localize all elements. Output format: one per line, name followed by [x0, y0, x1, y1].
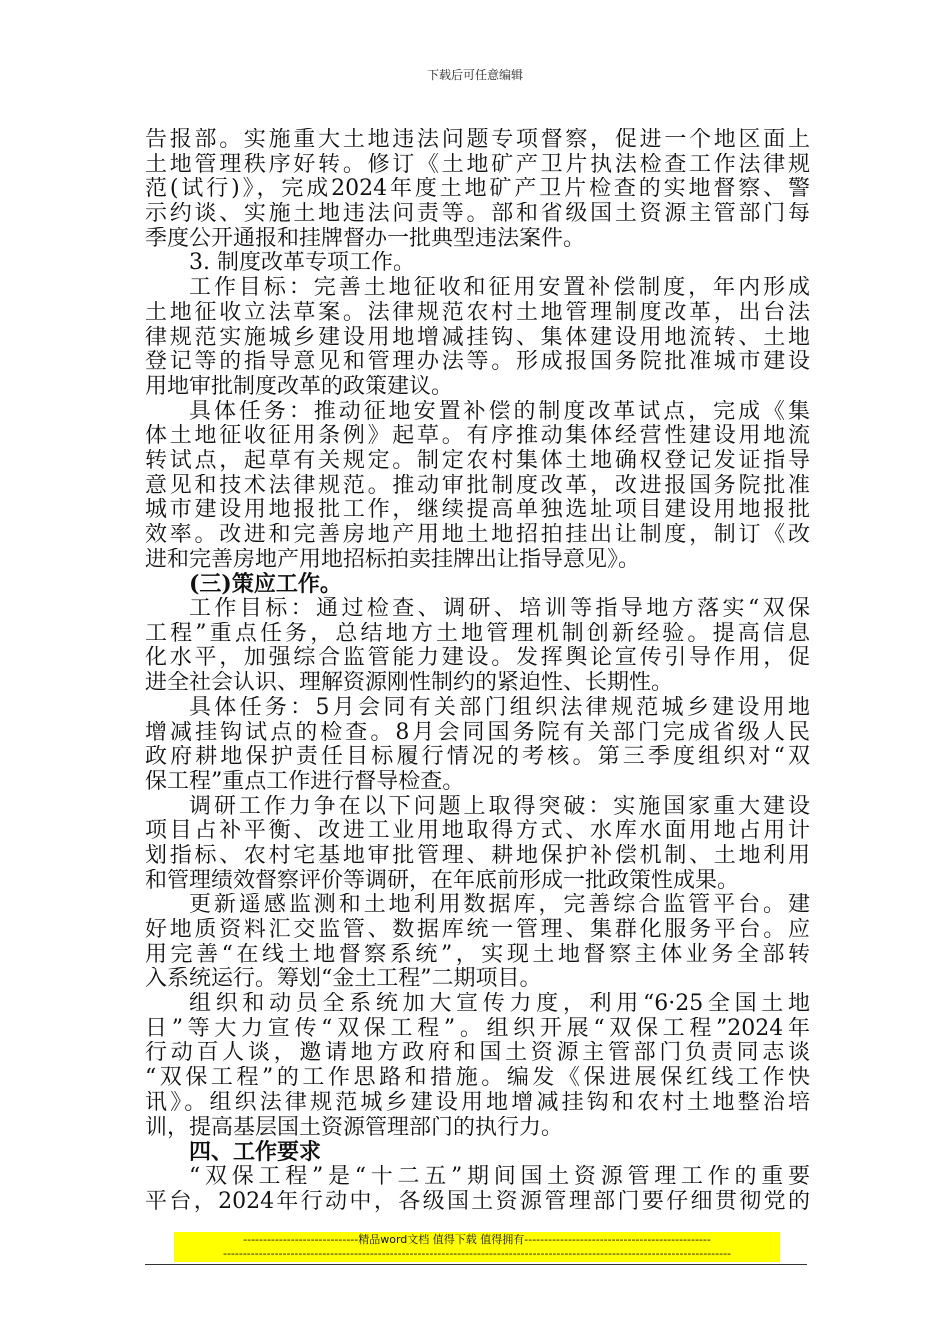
text-line: 入系统运行。筹划“金土工程”二期项目。 [145, 967, 542, 992]
text-line: 日”等大力宣传“双保工程”。组织开展“双保工程”2024年 [145, 1016, 810, 1041]
text-line: 告报部。实施重大土地违法问题专项督察，促进一个地区面上 [145, 128, 810, 152]
text-line: 政府耕地保护责任目标履行情况的考核。第三季度组织对“双 [145, 745, 810, 770]
page-header: 下载后可任意编辑 [426, 68, 523, 82]
text-line: “双保工程”是“十二五”期间国土资源管理工作的重要 [189, 1164, 810, 1189]
text-line: 体土地征收征用条例》起草。有序推动集体经营性建设用地流 [145, 424, 810, 449]
text-line: 调研工作力争在以下问题上取得突破：实施国家重大建设 [189, 794, 810, 819]
text-line: 具体任务：5月会同有关部门组织法律规范城乡建设用地 [189, 695, 810, 720]
text-line: 律规范实施城乡建设用地增减挂钩、集体建设用地流转、土地 [145, 325, 810, 350]
text-line: 行动百人谈，邀请地方政府和国土资源主管部门负责同志谈 [145, 1041, 810, 1066]
text-line: “双保工程”的工作思路和措施。编发《保进展保红线工作快 [145, 1066, 810, 1091]
text-line: 范(试行)》，完成2024年度土地矿产卫片检查的实地督察、警 [145, 177, 810, 202]
text-line: 意见和技术法律规范。推动审批制度改革，改进报国务院批准 [145, 473, 810, 498]
text-line: 城市建设用地报批工作，继续提高单独选址项目建设用地报批 [145, 498, 810, 523]
section-heading: 3. 制度改革专项工作。 [189, 251, 415, 276]
section-heading: (三)策应工作。 [189, 572, 342, 598]
text-line: 好地质资料汇交监管、数据库统一管理、集群化服务平台。应 [145, 918, 810, 942]
text-line: 组织和动员全系统加大宣传力度，利用“6·25全国土地 [189, 992, 810, 1017]
text-line: 划指标、农村宅基地审批管理、耕地保护补偿机制、土地利用 [145, 843, 810, 868]
text-line: 保工程”重点工作进行督导检查。 [145, 769, 465, 794]
text-line: 化水平，加强综合监管能力建设。发挥舆论宣传引导作用，促 [145, 646, 810, 671]
text-line: 用地审批制度改革的政策建议。 [145, 374, 454, 399]
text-line: 效率。改进和完善房地产用地土地招拍挂出让制度，制订《改 [145, 523, 810, 547]
text-line: 土地管理秩序好转。修订《土地矿产卫片执法检查工作法律规 [145, 152, 810, 177]
footer-banner [174, 1232, 780, 1262]
text-line: 讯》。组织法律规范城乡建设用地增减挂钩和农村土地整治培 [145, 1090, 810, 1115]
footer-line-2: -------------------------------------------------------------------------------------------------------------------------------- [222, 1247, 732, 1260]
text-line: 和管理绩效督察评价等调研，在年底前形成一批政策性成果。 [145, 868, 740, 893]
text-line: 转试点，起草有关规定。制定农村集体土地确权登记发证指导 [145, 448, 810, 473]
footer-divider [145, 1264, 807, 1265]
footer-line-1: -----------------------------精品word文档 值得下载 值得拥有----------------------------------------------- [243, 1233, 711, 1246]
section-heading: 四、工作要求 [189, 1140, 322, 1165]
text-line: 示约谈、实施土地违法问责等。部和省级国土资源主管部门每 [145, 202, 810, 227]
text-line: 土地征收立法草案。法律规范农村土地管理制度改革，出台法 [145, 300, 810, 325]
text-line: 工作目标：完善土地征收和征用安置补偿制度，年内形成 [189, 276, 810, 301]
text-line: 更新遥感监测和土地利用数据库，完善综合监管平台。建 [189, 893, 810, 918]
text-line: 用完善“在线土地督察系统”，实现土地督察主体业务全部转 [145, 942, 810, 967]
text-line: 进全社会认识、理解资源刚性制约的紧迫性、长期性。 [145, 671, 674, 696]
text-line: 进和完善房地产用地招标拍卖挂牌出让指导意见》。 [145, 547, 641, 572]
text-line: 平台，2024年行动中，各级国土资源管理部门要仔细贯彻党的 [145, 1189, 810, 1214]
text-line: 工程”重点任务，总结地方土地管理机制创新经验。提高信息 [145, 621, 810, 646]
text-line: 项目占补平衡、改进工业用地取得方式、水库水面用地占用计 [145, 819, 810, 844]
text-line: 登记等的指导意见和管理办法等。形成报国务院批准城市建设 [145, 350, 810, 375]
document-body [145, 128, 810, 1214]
text-line: 训，提高基层国土资源管理部门的执行力。 [145, 1115, 564, 1140]
text-line: 工作目标：通过检查、调研、培训等指导地方落实“双保 [189, 597, 810, 622]
text-line: 增减挂钩试点的检查。8月会同国务院有关部门完成省级人民 [145, 720, 810, 745]
text-line: 具体任务：推动征地安置补偿的制度改革试点，完成《集 [189, 399, 810, 424]
text-line: 季度公开通报和挂牌督办一批典型违法案件。 [145, 226, 586, 251]
